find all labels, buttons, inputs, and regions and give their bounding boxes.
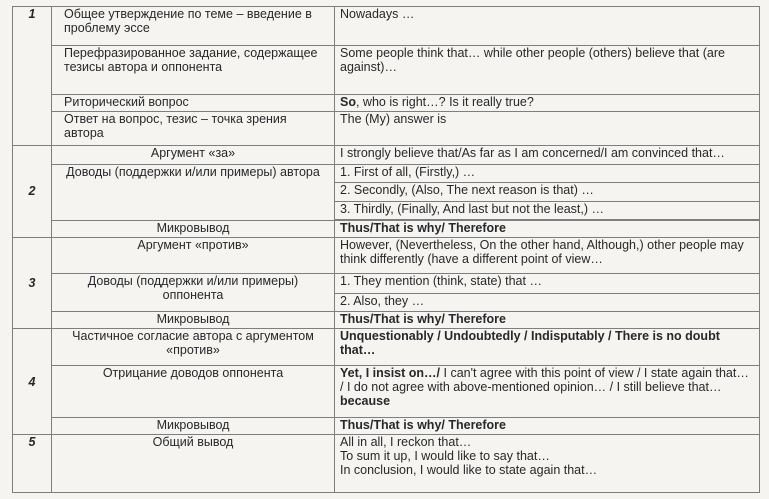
table-row xyxy=(13,165,760,183)
table-row xyxy=(13,366,760,418)
row-phrase: 1. First of all, (Firstly,) … xyxy=(335,165,760,183)
row-phrase: 2. Also, they … xyxy=(335,293,760,311)
row-phrase: Nowadays … xyxy=(335,7,760,46)
phrase-bold: because xyxy=(340,394,391,408)
table-row xyxy=(13,329,760,366)
table-row xyxy=(13,95,760,112)
row-phrase: The (My) answer is xyxy=(335,112,760,145)
row-phrase: 1. They mention (think, state) that … xyxy=(335,273,760,293)
table-row xyxy=(13,417,760,434)
row-label: Доводы (поддержки и/или примеры) оппонента xyxy=(52,273,335,312)
row-label: Микровывод xyxy=(52,220,335,237)
row-phrase xyxy=(335,95,760,112)
row-phrase: Unquestionably / Undoubtedly / Indisputably / There is no doubt that… xyxy=(335,329,760,366)
table-row xyxy=(13,312,760,329)
row-phrase: 2. Secondly, (Also, The next reason is that) … xyxy=(335,183,760,201)
phrase-bold: Yet, I insist on…/ xyxy=(340,366,441,380)
row-label: Отрицание доводов оппонента xyxy=(52,366,335,418)
row-phrase: I strongly believe that/As far as I am concerned/I am convinced that… xyxy=(335,145,760,164)
row-phrase xyxy=(335,366,760,418)
table-row xyxy=(13,145,760,164)
table-row xyxy=(13,220,760,237)
phrase-line: In conclusion, I would like to state again that… xyxy=(340,462,598,477)
essay-plan-table xyxy=(12,6,760,493)
section-number: 3 xyxy=(13,238,52,329)
row-label: Аргумент «за» xyxy=(52,145,335,164)
row-phrase: Thus/That is why/ Therefore xyxy=(335,417,760,434)
row-phrase: Some people think that… while other people (others) believe that (are against)… xyxy=(335,45,760,94)
row-label: Частичное согласие автора с аргументом «против» xyxy=(52,329,335,366)
row-label: Микровывод xyxy=(52,312,335,329)
row-label: Микровывод xyxy=(52,417,335,434)
table-row xyxy=(13,273,760,293)
row-label: Общий вывод xyxy=(52,434,335,492)
table-row xyxy=(13,7,760,46)
row-label: Риторический вопрос xyxy=(52,95,335,112)
row-phrase: However, (Nevertheless, On the other hand, Although,) other people may think differently (have a different point of view… xyxy=(335,238,760,273)
section-number: 2 xyxy=(13,145,52,237)
phrase-line: To sum it up, I would like to say that… xyxy=(340,448,550,463)
phrase-text: I can't agree with this point of view / I state again that… / I do not agree with above-mentioned opinion… / I still believe that… xyxy=(340,366,749,394)
row-phrase xyxy=(335,434,760,492)
row-phrase: Thus/That is why/ Therefore xyxy=(335,312,760,329)
row-phrase: 3. Thirdly, (Finally, And last but not the least,) … xyxy=(335,201,760,219)
section-number: 1 xyxy=(13,7,52,146)
row-label: Ответ на вопрос, тезис – точка зрения автора xyxy=(52,112,335,145)
row-phrase: Thus/That is why/ Therefore xyxy=(335,220,760,237)
row-label: Доводы (поддержки и/или примеры) автора xyxy=(52,165,335,221)
section-number: 4 xyxy=(13,329,52,434)
table-row xyxy=(13,238,760,273)
phrase-bold: So xyxy=(340,95,356,110)
phrase-text: , who is right…? Is it really true? xyxy=(355,95,534,110)
table-row xyxy=(13,112,760,145)
phrase-line: All in all, I reckon that… xyxy=(340,434,472,449)
row-label: Общее утверждение по теме – введение в проблему эссе xyxy=(52,7,335,46)
section-number: 5 xyxy=(13,434,52,492)
row-label: Аргумент «против» xyxy=(52,238,335,273)
table-row xyxy=(13,45,760,94)
table-row xyxy=(13,434,760,492)
row-label: Перефразированное задание, содержащее тезисы автора и оппонента xyxy=(52,45,335,94)
